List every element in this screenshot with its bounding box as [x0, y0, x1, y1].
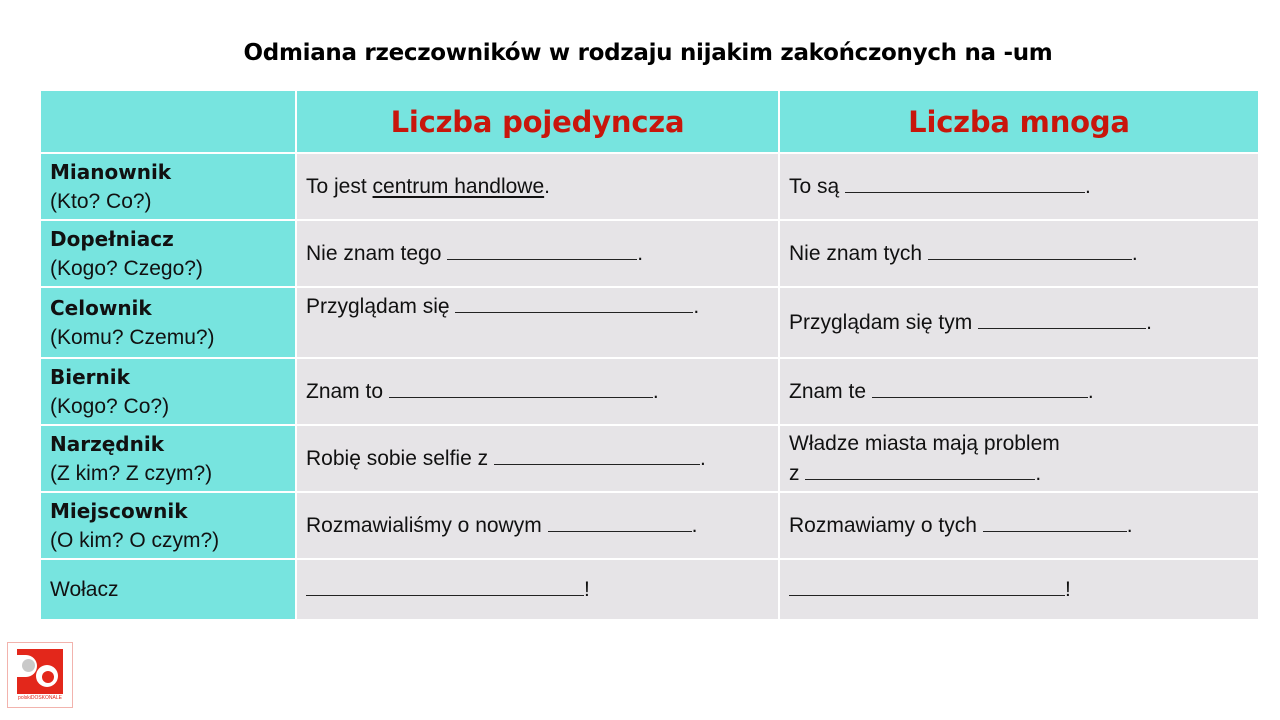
case-question: (O kim? O czym?): [50, 528, 220, 552]
case-name: Dopełniacz: [50, 226, 174, 251]
table-row-biernik: [40, 358, 1259, 425]
plural-cell: [779, 220, 1259, 287]
plural-cell: [779, 358, 1259, 425]
punctuation: .: [1126, 513, 1133, 537]
case-cell: [40, 492, 296, 559]
answer-blank[interactable]: [928, 241, 1132, 260]
table-row-wolacz: [40, 559, 1259, 620]
table-row-celownik: [40, 287, 1259, 358]
punctuation: !: [584, 577, 590, 601]
answer-blank[interactable]: [983, 513, 1127, 532]
case-cell: [40, 559, 296, 620]
case-question: (Z kim? Z czym?): [50, 461, 213, 485]
table-row-mianownik: [40, 153, 1259, 220]
punctuation: .: [652, 379, 659, 403]
example-answer: centrum handlowe: [372, 174, 545, 198]
case-question: (Kogo? Co?): [50, 394, 170, 418]
table-row-miejscownik: [40, 492, 1259, 559]
case-name: Miejscownik: [50, 498, 188, 523]
punctuation: .: [637, 241, 644, 265]
punctuation: .: [699, 446, 706, 470]
plural-cell: [779, 559, 1259, 620]
answer-blank[interactable]: [789, 577, 1065, 596]
plural-cell: [779, 153, 1259, 220]
case-name: Wołacz: [50, 577, 119, 601]
plural-cell: [779, 492, 1259, 559]
answer-blank[interactable]: [494, 446, 700, 465]
sentence-text: Przyglądam się tym: [789, 310, 979, 334]
punctuation: !: [1065, 577, 1071, 601]
punctuation: .: [1035, 461, 1042, 485]
case-name: Biernik: [50, 364, 130, 389]
sentence-text: z: [789, 461, 806, 485]
header-plural: Liczba mnoga: [779, 90, 1259, 153]
header-singular: Liczba pojedyncza: [296, 90, 779, 153]
punctuation: .: [693, 295, 700, 318]
case-question: (Kogo? Czego?): [50, 256, 203, 280]
answer-blank[interactable]: [548, 513, 692, 532]
case-cell: [40, 153, 296, 220]
punctuation: .: [691, 513, 698, 537]
answer-blank[interactable]: [978, 310, 1146, 329]
singular-cell: [296, 492, 779, 559]
table-row-narzednik: [40, 425, 1259, 492]
sentence-text: Przyglądam się: [306, 295, 456, 318]
sentence-text: To jest: [306, 174, 373, 198]
answer-blank[interactable]: [389, 379, 653, 398]
answer-blank[interactable]: [805, 461, 1035, 480]
plural-cell: [779, 425, 1259, 492]
singular-cell: [296, 358, 779, 425]
sentence-text: Nie znam tego: [306, 241, 448, 265]
header-empty: [40, 90, 296, 153]
table-row-dopelniacz: [40, 220, 1259, 287]
plural-cell: [779, 287, 1259, 358]
sentence-text: Rozmawialiśmy o nowym: [306, 513, 548, 537]
case-question: (Kto? Co?): [50, 189, 152, 213]
case-question: (Komu? Czemu?): [50, 325, 215, 349]
punctuation: .: [1087, 379, 1094, 403]
answer-blank[interactable]: [845, 174, 1085, 193]
sentence-text: Rozmawiamy o tych: [789, 513, 983, 537]
logo-text: polskiDOSKONALE: [18, 695, 62, 701]
declension-table: [39, 89, 1260, 621]
punctuation: .: [1131, 241, 1138, 265]
case-cell: [40, 220, 296, 287]
singular-cell: [296, 425, 779, 492]
answer-blank[interactable]: [447, 241, 637, 260]
logo-red-dot-icon: [42, 671, 54, 683]
sentence-text: To są: [789, 174, 846, 198]
case-cell: [40, 287, 296, 358]
case-cell: [40, 358, 296, 425]
punctuation: .: [544, 174, 550, 198]
sentence-text: Znam te: [789, 379, 872, 403]
case-name: Celownik: [50, 295, 152, 320]
header-row: [40, 90, 1259, 153]
punctuation: .: [1085, 174, 1091, 198]
sentence-text: Znam to: [306, 379, 389, 403]
answer-blank[interactable]: [306, 577, 584, 596]
sentence-text: Władze miasta mają problem: [789, 431, 1060, 455]
singular-cell: [296, 559, 779, 620]
singular-cell: [296, 220, 779, 287]
case-name: Narzędnik: [50, 431, 165, 456]
singular-cell: [296, 153, 779, 220]
case-cell: [40, 425, 296, 492]
page-title: Odmiana rzeczowników w rodzaju nijakim zakończonych na -um: [243, 40, 1053, 66]
logo-grey-dot-icon: [22, 659, 35, 672]
answer-blank[interactable]: [455, 294, 693, 313]
polskidoskonale-logo: [7, 642, 73, 708]
sentence-text: Robię sobie selfie z: [306, 446, 494, 470]
punctuation: .: [1146, 310, 1152, 334]
singular-cell: [296, 287, 779, 358]
answer-blank[interactable]: [872, 379, 1088, 398]
sentence-text: Nie znam tych: [789, 241, 928, 265]
case-name: Mianownik: [50, 159, 172, 184]
